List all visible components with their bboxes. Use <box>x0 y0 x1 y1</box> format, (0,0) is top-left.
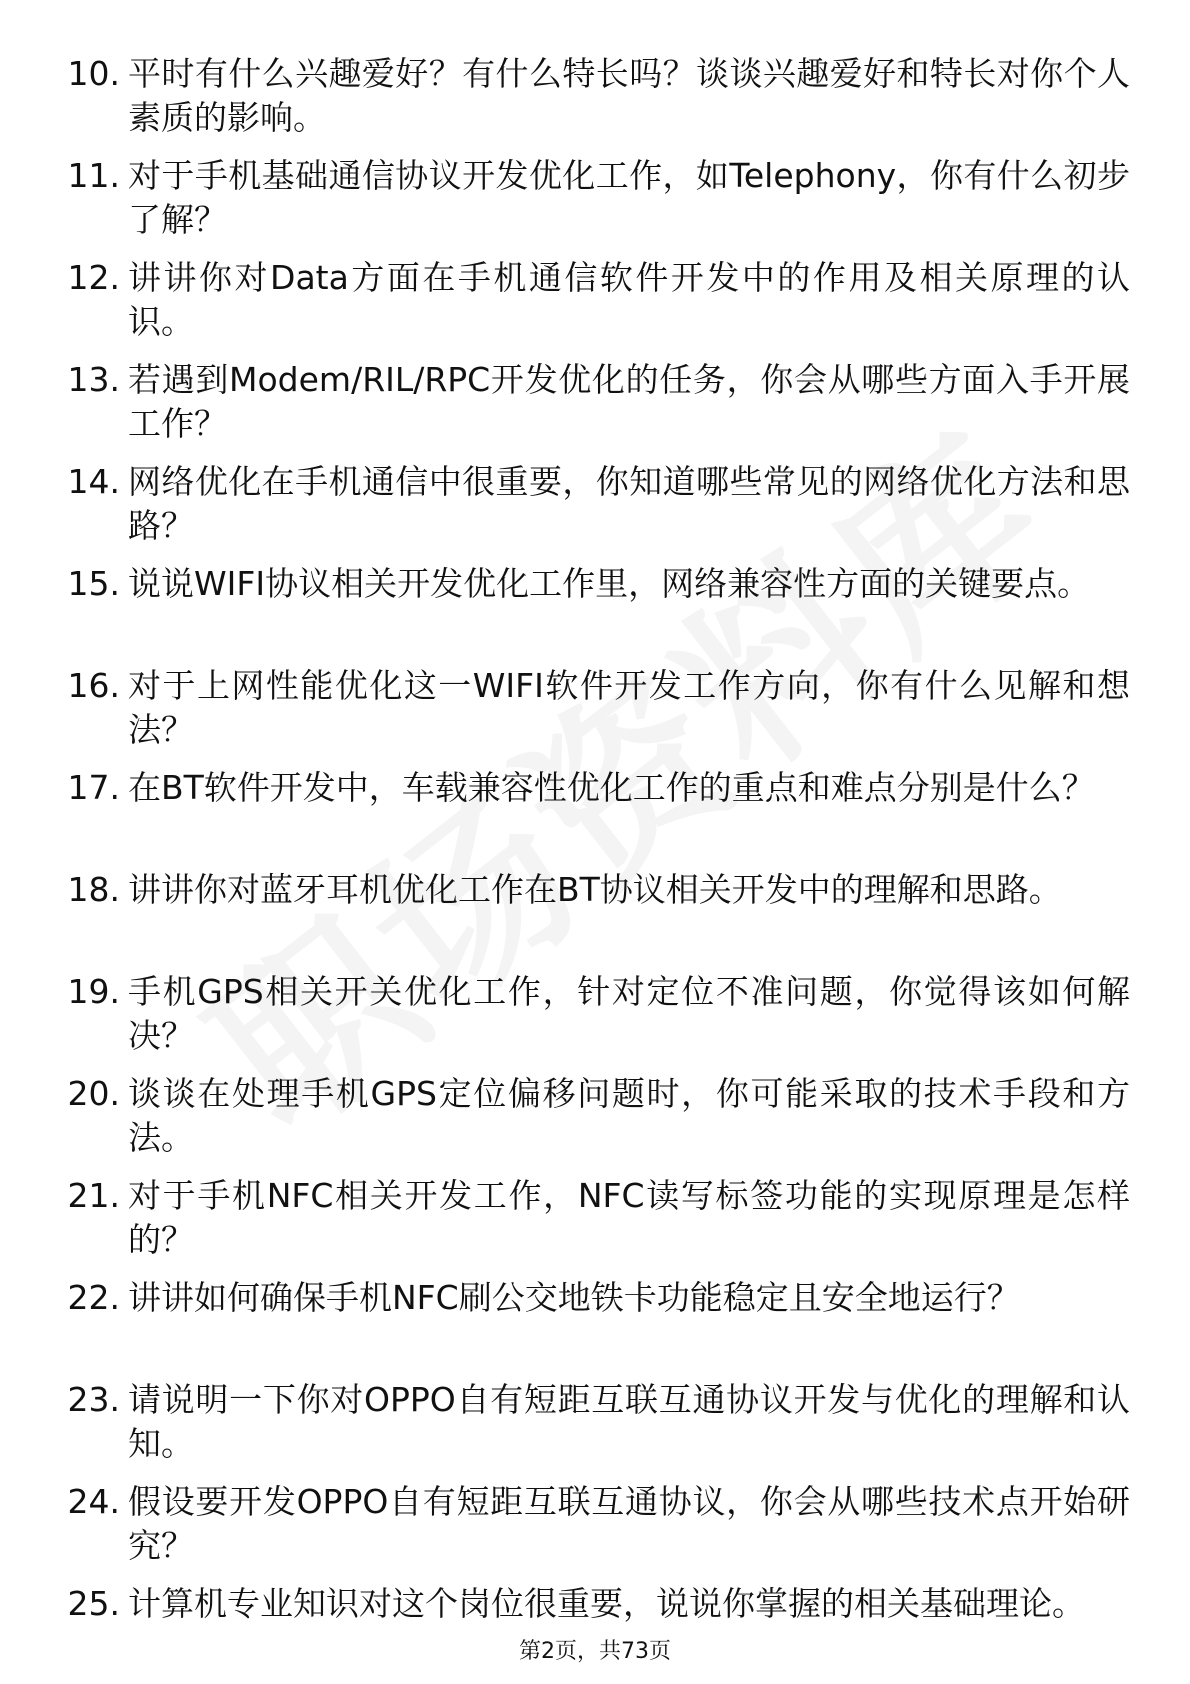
question-text: 请说明一下你对OPPO自有短距互联互通协议开发与优化的理解和认知。 <box>128 1380 1130 1463</box>
question-number: 23. <box>67 1380 120 1419</box>
question-item <box>0 1480 1190 1582</box>
question-text: 说说WIFI协议相关开发优化工作里，网络兼容性方面的关键要点。 <box>128 564 1091 603</box>
question-number: 13. <box>67 360 120 399</box>
question-number: 20. <box>67 1074 120 1113</box>
page-footer <box>0 1638 1190 1666</box>
question-text: 手机GPS相关开关优化工作，针对定位不准问题，你觉得该如何解决？ <box>128 972 1130 1055</box>
question-item <box>0 868 1190 970</box>
question-text: 在BT软件开发中，车载兼容性优化工作的重点和难点分别是什么？ <box>128 768 1095 807</box>
question-number: 14. <box>67 462 120 501</box>
question-item <box>0 970 1190 1072</box>
question-item <box>0 1276 1190 1378</box>
question-text: 平时有什么兴趣爱好？有什么特长吗？谈谈兴趣爱好和特长对你个人素质的影响。 <box>128 54 1130 137</box>
question-item <box>0 562 1190 664</box>
question-text: 讲讲你对Data方面在手机通信软件开发中的作用及相关原理的认识。 <box>128 258 1130 341</box>
question-number: 16. <box>67 666 120 705</box>
question-text: 计算机专业知识对这个岗位很重要，说说你掌握的相关基础理论。 <box>128 1584 1085 1623</box>
question-text: 网络优化在手机通信中很重要，你知道哪些常见的网络优化方法和思路？ <box>128 462 1130 545</box>
question-item <box>0 154 1190 256</box>
question-item <box>0 256 1190 358</box>
question-item <box>0 766 1190 868</box>
question-text: 对于手机NFC相关开发工作，NFC读写标签功能的实现原理是怎样的？ <box>128 1176 1130 1259</box>
question-item <box>0 358 1190 460</box>
question-text: 讲讲你对蓝牙耳机优化工作在BT协议相关开发中的理解和思路。 <box>128 870 1062 909</box>
question-text: 对于上网性能优化这一WIFI软件开发工作方向，你有什么见解和想法？ <box>128 666 1130 749</box>
question-number: 25. <box>67 1584 120 1623</box>
question-number: 18. <box>67 870 120 909</box>
question-number: 12. <box>67 258 120 297</box>
question-item <box>0 460 1190 562</box>
question-item <box>0 1378 1190 1480</box>
question-number: 24. <box>67 1482 120 1521</box>
question-item <box>0 664 1190 766</box>
question-item <box>0 52 1190 154</box>
question-item <box>0 1582 1190 1684</box>
question-number: 15. <box>67 564 120 603</box>
question-number: 21. <box>67 1176 120 1215</box>
question-number: 17. <box>67 768 120 807</box>
question-number: 11. <box>67 156 120 195</box>
question-text: 假设要开发OPPO自有短距互联互通协议，你会从哪些技术点开始研究？ <box>128 1482 1130 1565</box>
question-list <box>0 52 1190 1684</box>
question-number: 19. <box>67 972 120 1011</box>
question-text: 讲讲如何确保手机NFC刷公交地铁卡功能稳定且安全地运行？ <box>128 1278 1020 1317</box>
question-item <box>0 1072 1190 1174</box>
question-text: 对于手机基础通信协议开发优化工作，如Telephony，你有什么初步了解？ <box>128 156 1130 239</box>
question-number: 10. <box>67 54 120 93</box>
page-number-label: 第2页，共73页 <box>519 1639 671 1664</box>
question-number: 22. <box>67 1278 120 1317</box>
question-text: 谈谈在处理手机GPS定位偏移问题时，你可能采取的技术手段和方法。 <box>128 1074 1130 1157</box>
question-item <box>0 1174 1190 1276</box>
question-text: 若遇到Modem/RIL/RPC开发优化的任务，你会从哪些方面入手开展工作？ <box>128 360 1130 443</box>
